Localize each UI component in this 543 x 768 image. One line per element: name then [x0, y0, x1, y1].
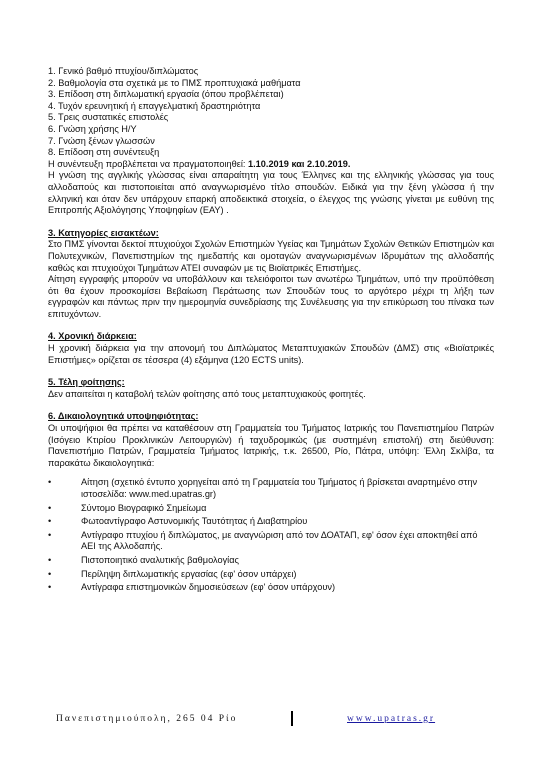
- list-item: [48, 582, 494, 594]
- bullet-icon: •: [48, 529, 52, 540]
- section4-heading: 4. Χρονική διάρκεια:: [48, 331, 137, 342]
- bullet-icon: •: [48, 554, 52, 565]
- section3-heading: 3. Κατηγορίες εισακτέων:: [48, 227, 159, 238]
- section6-heading: 6. Δικαιολογητικά υποψηφιότητας:: [48, 411, 199, 422]
- criteria-item: 7. Γνώση ξένων γλωσσών: [48, 135, 155, 146]
- language-paragraph: Η γνώση της αγγλικής γλώσσας είναι απαραίτητη για τους Έλληνες και της ελληνικής γλώσσας για τους αλλοδαπούς και πιστοποιείται από αναγνωρισμένο τίτλο σπουδών. Ειδικά για την ξένη γλώσσα ή την ελληνική και όταν δεν υπάρχουν επαρκή αποδεικτικά στοιχεία, ο έλεγχος της γνώσης γίνεται με ευθύνη της Επιτροπής Αξιολόγησης Υποψηφίων (ΕΑΥ) .: [48, 170, 494, 216]
- interview-dates: 1.10.2019 και 2.10.2019.: [248, 158, 351, 169]
- section3-paragraph-2: Αίτηση εγγραφής μπορούν να υποβάλλουν και τελειόφοιτοι των ανωτέρω Τμημάτων, υπό την προϋπόθεση ότι θα έχουν προσκομίσει Βεβαίωση Περάτωσης των Σπουδών τους το αργότερο μέχρι τη λήξη των εγγραφών και πάντως πριν την ημερομηνία συνεδρίασης της Συνέλευσης για την επικύρωση του πίνακα των επιτυχόντων.: [48, 274, 494, 319]
- criteria-list: [48, 66, 494, 159]
- criteria-item: 4. Τυχόν ερευνητική ή επαγγελματική δραστηριότητα: [48, 100, 261, 111]
- criteria-item: 3. Επίδοση στη διπλωματική εργασία (όπου προβλέπεται): [48, 89, 284, 100]
- interview-dates-line: [48, 159, 494, 171]
- list-item: [48, 503, 494, 515]
- documents-list: [48, 477, 494, 593]
- criteria-item: 5. Τρεις συστατικές επιστολές: [48, 112, 169, 123]
- bullet-icon: •: [48, 582, 52, 593]
- section3-paragraph-1: Στο ΠΜΣ γίνονται δεκτοί πτυχιούχοι Σχολών Επιστημών Υγείας και Τμημάτων Σχολών Θετικών Επιστημών και Πολυτεχνικών, Πανεπιστημίων της ημεδαπής και ομοταγών αναγνωρισμένων Ιδρυμάτων της αλλοδαπής καθώς και πτυχιούχοι Τμημάτων ΑΤΕΙ συναφών με τις Βιοϊατρικές Επιστήμες.: [48, 239, 494, 273]
- footer-separator: [291, 711, 293, 726]
- interview-text: Η συνέντευξη προβλέπεται να πραγματοποιηθεί:: [48, 158, 249, 169]
- list-item: [48, 555, 494, 567]
- document-body: [48, 66, 494, 596]
- criteria-item: 1. Γενικό βαθμό πτυχίου/διπλώματος: [48, 66, 199, 76]
- list-item-text: Περίληψη διπλωματικής εργασίας (εφ' όσον υπάρχει): [81, 568, 297, 579]
- section6-paragraph: Οι υποψήφιοι θα πρέπει να καταθέσουν στη Γραμματεία του Τμήματος Ιατρικής του Πανεπιστημίου Πατρών (Ισόγειο Κτιρίου Προκλινικών Λειτουργιών) ή ταχυδρομικώς (με συστημένη επιστολή) στη διεύθυνση: Πανεπιστήμιο Πατρών, Γραμματεία Τμήματος Ιατρικής, τ.κ. 26500, Ρίο, Πάτρα, υπόψη: Έλλη Σκλίβα, τα παρακάτω δικαιολογητικά:: [48, 423, 494, 468]
- list-item-text: Σύντομο Βιογραφικό Σημείωμα: [81, 502, 207, 513]
- footer-address: Πανεπιστημιούπολη, 265 04 Ρίο: [56, 714, 238, 724]
- bullet-icon: •: [48, 516, 52, 527]
- section5-heading: 5. Τέλη φοίτησης:: [48, 377, 125, 388]
- criteria-item: 6. Γνώση χρήσης Η/Υ: [48, 123, 137, 134]
- section4-paragraph: Η χρονική διάρκεια για την απονομή του Διπλώματος Μεταπτυχιακών Σπουδών (ΔΜΣ) στις «Βιοϊατρικές Επιστήμες» ορίζεται σε τέσσερα (4) εξάμηνα (120 ECTS units).: [48, 343, 494, 365]
- bullet-icon: •: [48, 568, 52, 579]
- list-item: [48, 477, 494, 500]
- criteria-item: 8. Επίδοση στη συνέντευξη: [48, 147, 160, 158]
- section5-paragraph: Δεν απαιτείται η καταβολή τελών φοίτησης από τους μεταπτυχιακούς φοιτητές.: [48, 388, 366, 399]
- list-item: [48, 516, 494, 528]
- list-item-text: Φωτοαντίγραφο Αστυνομικής Ταυτότητας ή Διαβατηρίου: [81, 516, 308, 527]
- list-item-text: Πιστοποιητικό αναλυτικής βαθμολογίας: [81, 554, 239, 565]
- list-item-text: Αίτηση (σχετικό έντυπο χορηγείται από τη Γραμματεία του Τμήματος ή βρίσκεται αναρτημένο στην ιστοσελίδα: www.med.upatras.gr): [81, 477, 478, 499]
- list-item: [48, 569, 494, 581]
- criteria-item: 2. Βαθμολογία στα σχετικά με το ΠΜΣ προπτυχιακά μαθήματα: [48, 77, 301, 88]
- bullet-icon: •: [48, 477, 52, 488]
- bullet-icon: •: [48, 502, 52, 513]
- footer-website-link[interactable]: www.upatras.gr: [347, 714, 436, 724]
- list-item-text: Αντίγραφα επιστημονικών δημοσιεύσεων (εφ' όσον υπάρχουν): [81, 582, 336, 593]
- page-footer: [48, 711, 493, 731]
- list-item: [48, 530, 494, 553]
- list-item-text: Αντίγραφο πτυχίου ή διπλώματος, με αναγνώριση από τον ΔΟΑΤΑΠ, εφ' όσον έχει αποκτηθεί από ΑΕΙ της Αλλοδαπής.: [81, 529, 478, 552]
